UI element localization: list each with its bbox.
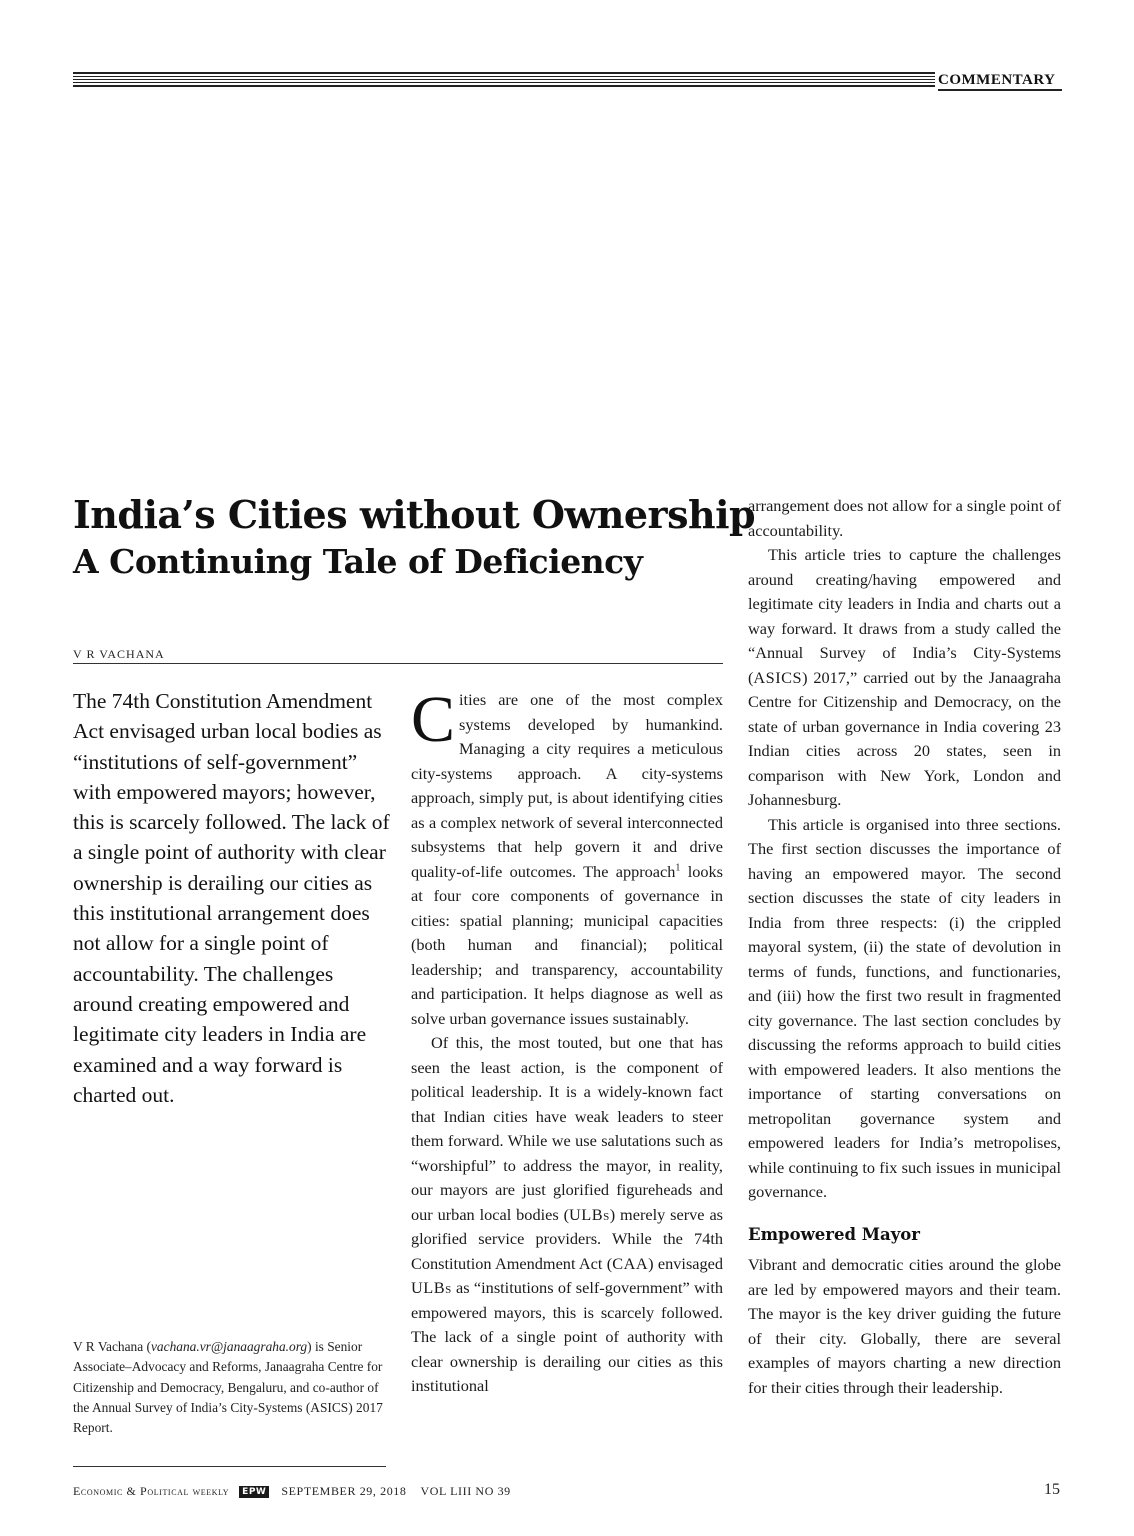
abbr-asics: ASICS bbox=[753, 667, 803, 687]
body-paragraph-3 bbox=[748, 543, 1061, 813]
journal-name: Economic & Political weekly bbox=[73, 1484, 230, 1498]
author-note-bio: is Senior Associate–Advocacy and Reforms, Janaagraha Centre for Citizenship and Democracy, Bengaluru, and co-author of the Annual Survey of India’s City-Systems (ASICS) 2017 Report. bbox=[73, 1339, 383, 1436]
byline-divider bbox=[73, 663, 723, 664]
author-email: vachana.vr@janaagraha.org bbox=[150, 1339, 308, 1354]
body-paragraph-5: Vibrant and democratic cities around the globe are led by empowered mayors and their team. The mayor is the key driver guiding the future of their city. Globally, there are several examples of mayors charting a new direction for their cities through their leadership. bbox=[748, 1255, 1061, 1397]
body-text: This article tries to capture the challenges around creating/having empowered and legitimate city leaders in India and charts out a way forward. It draws from a study called the “Annual Survey of India’s City-Systems ( bbox=[748, 545, 1061, 687]
footnote-marker: 1 bbox=[675, 862, 681, 874]
author-byline: V R VACHANA bbox=[73, 647, 165, 661]
issue-volume: VOL LIII NO 39 bbox=[420, 1484, 511, 1498]
author-note-name: V R Vachana bbox=[73, 1339, 144, 1354]
abstract: The 74th Constitution Amendment Act envisaged urban local bodies as “institutions of self-government” with empowered mayors; however, this is scarcely followed. The lack of a single point of authority with clear ownership is derailing our cities as this institutional arrangement does not allow for a single point of accountability. The challenges around creating empowered and legitimate city leaders in India are examined and a way forward is charted out. bbox=[73, 689, 390, 1107]
body-paragraph-4: This article is organised into three sections. The first section discusses the importance of having an empowered mayor. The second section discusses the state of city leaders in India from three respects: (i) the crippled mayoral system, (ii) the state of devolution in terms of funds, functions, and functionaries, and (iii) how the first two result in fragmented city governance. The last section concludes by discussing the reforms approach to build cities with empowered leaders. It also mentions the importance of starting conversations on metropolitan governance system and empowered leaders for India’s metropolises, while continuing to fix such issues in municipal governance. bbox=[748, 814, 1061, 1201]
body-text: ities are one of the most complex systems developed by humankind. Managing a city requires a meticulous city-systems approach. A city-systems approach, simply put, is about identifying cities as a complex network of several interconnected subsystems that help govern it and drive quality-of-life outcomes. The approach bbox=[411, 690, 723, 881]
page-footer bbox=[73, 1484, 511, 1499]
section-underline bbox=[938, 89, 1062, 91]
body-paragraph-2 bbox=[411, 1031, 723, 1399]
issue-date: SEPTEMBER 29, 2018 bbox=[281, 1484, 407, 1498]
abbr-ulb: ULBs bbox=[411, 1278, 452, 1297]
body-paragraph-1 bbox=[411, 683, 723, 1031]
body-text: as “institutions of self-government” with empowered mayors, this is scarcely followed. The lack of a single point of authority with clear ownership is derailing our cities as this institutional bbox=[411, 1278, 723, 1395]
epw-logo: EPW bbox=[239, 1486, 269, 1498]
body-text: ) 2017,” carried out by the Janaagraha Centre for Citizenship and Democracy, on the state of urban governance in India covering 23 Indian cities across 20 states, seen in comparison with New York, London and Johannesburg. bbox=[748, 667, 1061, 809]
body-text: ) merely serve as glorified service providers. While the 74th Constitution Amendment Act ( bbox=[411, 1204, 724, 1273]
abbr-ulb: ULBs bbox=[569, 1204, 610, 1224]
body-column-right bbox=[748, 494, 1061, 1400]
page-number: 15 bbox=[1044, 1481, 1060, 1498]
body-paragraph-2-continued: arrangement does not allow for a single point of accountability. bbox=[748, 496, 1061, 540]
body-text: ) envisaged bbox=[648, 1253, 724, 1273]
body-text: looks at four core components of governance in cities: spatial planning; municipal capacities (both human and financial); political leadership; and transparency, accountability and participation. It helps diagnose as well as solve urban governance issues sustainably. bbox=[411, 861, 723, 1028]
body-column-middle bbox=[411, 683, 724, 1399]
author-note: V R Vachana (vachana.vr@janaagraha.org) is Senior Associate–Advocacy and Reforms, Janaagraha Centre for Citizenship and Democracy, Bengaluru, and co-author of the Annual Survey of India’s City-Systems (ASICS) 2017 Report. bbox=[73, 1339, 383, 1436]
author-note-divider bbox=[73, 1466, 386, 1467]
section-heading: Empowered Mayor bbox=[748, 1224, 920, 1244]
article-title: India’s Cities without Ownership bbox=[73, 492, 756, 537]
body-text: Of this, the most touted, but one that has seen the least action, is the component of political leadership. It is a widely-known fact that Indian cities have weak leaders to steer them forward. While we use salutations such as “worshipful” to address the mayor, in reality, our mayors are just glorified figureheads and our urban local bodies ( bbox=[411, 1033, 723, 1224]
article-subtitle: A Continuing Tale of Deficiency bbox=[73, 542, 643, 581]
abbr-caa: CAA bbox=[612, 1253, 649, 1273]
section-label: COMMENTARY bbox=[938, 72, 1056, 88]
drop-cap: C bbox=[411, 683, 456, 756]
header-rule-lines bbox=[73, 72, 935, 90]
